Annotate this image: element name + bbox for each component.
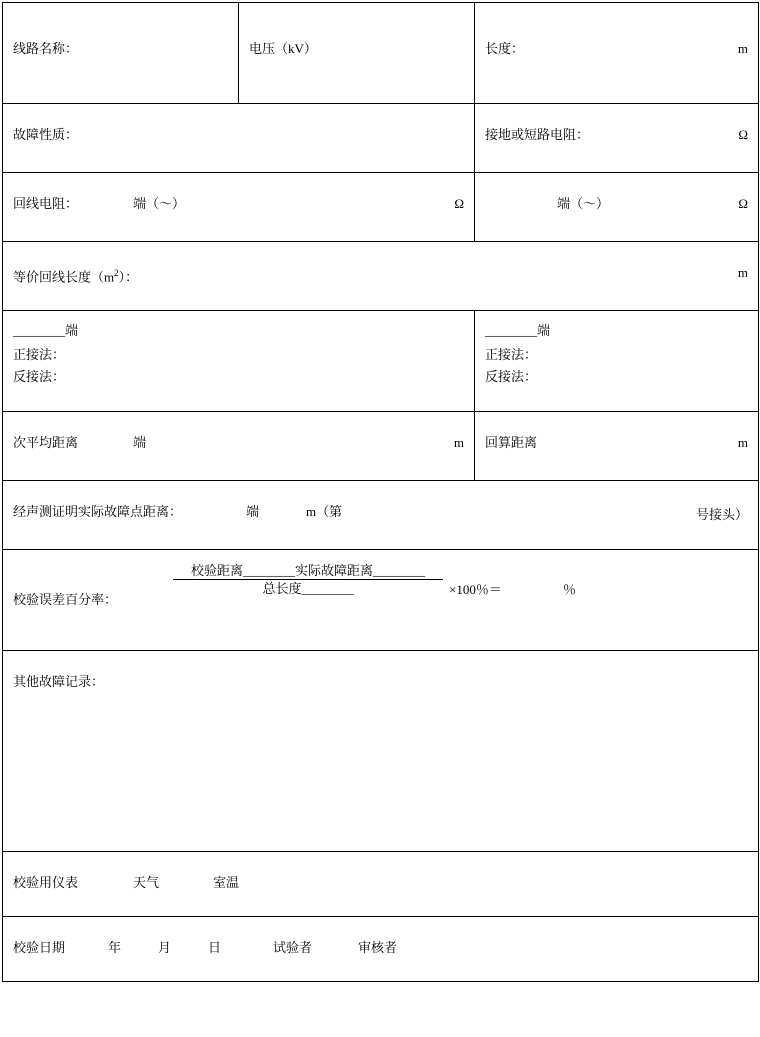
cell-acoustic-test[interactable] xyxy=(3,481,759,550)
avg-distance-label: 次平均距离 xyxy=(13,435,79,450)
table-row-signoff xyxy=(3,917,759,982)
resistance-unit: Ω xyxy=(738,127,748,142)
joint-number-label: 号接头） xyxy=(695,507,748,522)
cell-back-calc-distance[interactable] xyxy=(475,412,759,481)
acoustic-unit-label: m（第 xyxy=(306,504,343,519)
table-row-loop-resistance xyxy=(3,173,759,242)
acoustic-end-label: 端 xyxy=(246,504,260,519)
voltage-label: 电压（kV） xyxy=(249,41,317,56)
table-row-distances xyxy=(3,412,759,481)
formula-denominator: 总长度________ xyxy=(262,581,354,596)
cell-equivalent-length[interactable] xyxy=(3,242,759,311)
left-reverse-method-label: 反接法： xyxy=(13,369,66,384)
formula-numerator: 校验距离________实际故障距离________ xyxy=(190,563,425,578)
back-calc-unit: m xyxy=(737,435,748,450)
cell-loop-resistance-right[interactable] xyxy=(475,173,759,242)
loop-resistance-right-end-label: 端（～） xyxy=(557,196,610,211)
left-forward-method-label: 正接法： xyxy=(13,347,66,362)
fault-nature-label: 故障性质： xyxy=(13,127,79,142)
cell-instrument[interactable] xyxy=(3,852,759,917)
loop-resistance-left-end-label: 端（～） xyxy=(133,196,186,211)
cell-voltage[interactable] xyxy=(239,3,475,104)
acoustic-label: 经声测证明实际故障点距离： xyxy=(13,504,183,519)
loop-resistance-label: 回线电阻： xyxy=(13,196,79,211)
cell-ground-short-resistance[interactable] xyxy=(475,104,759,173)
cell-fault-nature[interactable] xyxy=(3,104,475,173)
right-reverse-method-label: 反接法： xyxy=(485,369,538,384)
length-label: 长度： xyxy=(485,41,525,56)
date-label: 校验日期 xyxy=(13,940,66,955)
fault-test-record-form xyxy=(0,2,760,1037)
table-row-acoustic-test xyxy=(3,481,759,550)
table-row-instrument xyxy=(3,852,759,917)
cell-loop-resistance-left[interactable] xyxy=(3,173,475,242)
table-row-line-info xyxy=(3,3,759,104)
weather-label: 天气 xyxy=(133,875,160,890)
year-label: 年 xyxy=(108,940,122,955)
line-name-label: 线路名称： xyxy=(13,41,79,56)
ground-or-short-resistance-label: 接地或短路电阻： xyxy=(485,127,590,142)
cell-left-end-methods[interactable] xyxy=(3,311,475,412)
room-temp-label: 室温 xyxy=(213,875,240,890)
day-label: 日 xyxy=(208,940,222,955)
reviewer-label: 审核者 xyxy=(358,940,398,955)
back-calc-label: 回算距离 xyxy=(485,435,538,450)
equivalent-length-label: 等价回线长度$(m^2)$： xyxy=(13,268,139,285)
cell-right-end-methods[interactable] xyxy=(475,311,759,412)
length-unit: m xyxy=(737,41,748,56)
avg-distance-unit: m xyxy=(453,435,464,450)
cell-other-records[interactable] xyxy=(3,651,759,852)
table-row-fault-nature xyxy=(3,104,759,173)
cell-signoff[interactable] xyxy=(3,917,759,982)
avg-distance-end-label: 端 xyxy=(133,435,147,450)
cell-error-percent[interactable] xyxy=(3,550,759,651)
loop-resistance-left-unit: Ω xyxy=(454,196,464,211)
cell-average-distance[interactable] xyxy=(3,412,475,481)
table-row-equivalent-length xyxy=(3,242,759,311)
table-row-error-percent xyxy=(3,550,759,651)
formula-percent-sign: ％ xyxy=(563,582,577,597)
month-label: 月 xyxy=(158,940,172,955)
form-table xyxy=(2,2,759,982)
instrument-label: 校验用仪表 xyxy=(13,875,79,890)
table-row-other-records xyxy=(3,651,759,852)
cell-length[interactable] xyxy=(475,3,759,104)
error-formula-fraction xyxy=(173,562,593,597)
table-row-methods xyxy=(3,311,759,412)
formula-multiplier: ×100％＝ xyxy=(449,582,502,597)
left-end-blank-label: ________端 xyxy=(13,323,79,338)
equivalent-length-unit: m xyxy=(737,265,748,280)
tester-label: 试验者 xyxy=(273,940,313,955)
cell-line-name[interactable] xyxy=(3,3,239,104)
loop-resistance-right-unit: Ω xyxy=(738,196,748,211)
right-end-blank-label: ________端 xyxy=(485,323,551,338)
right-forward-method-label: 正接法： xyxy=(485,347,538,362)
other-records-label: 其他故障记录： xyxy=(13,674,105,689)
error-percent-label: 校验误差百分率： xyxy=(13,592,118,607)
